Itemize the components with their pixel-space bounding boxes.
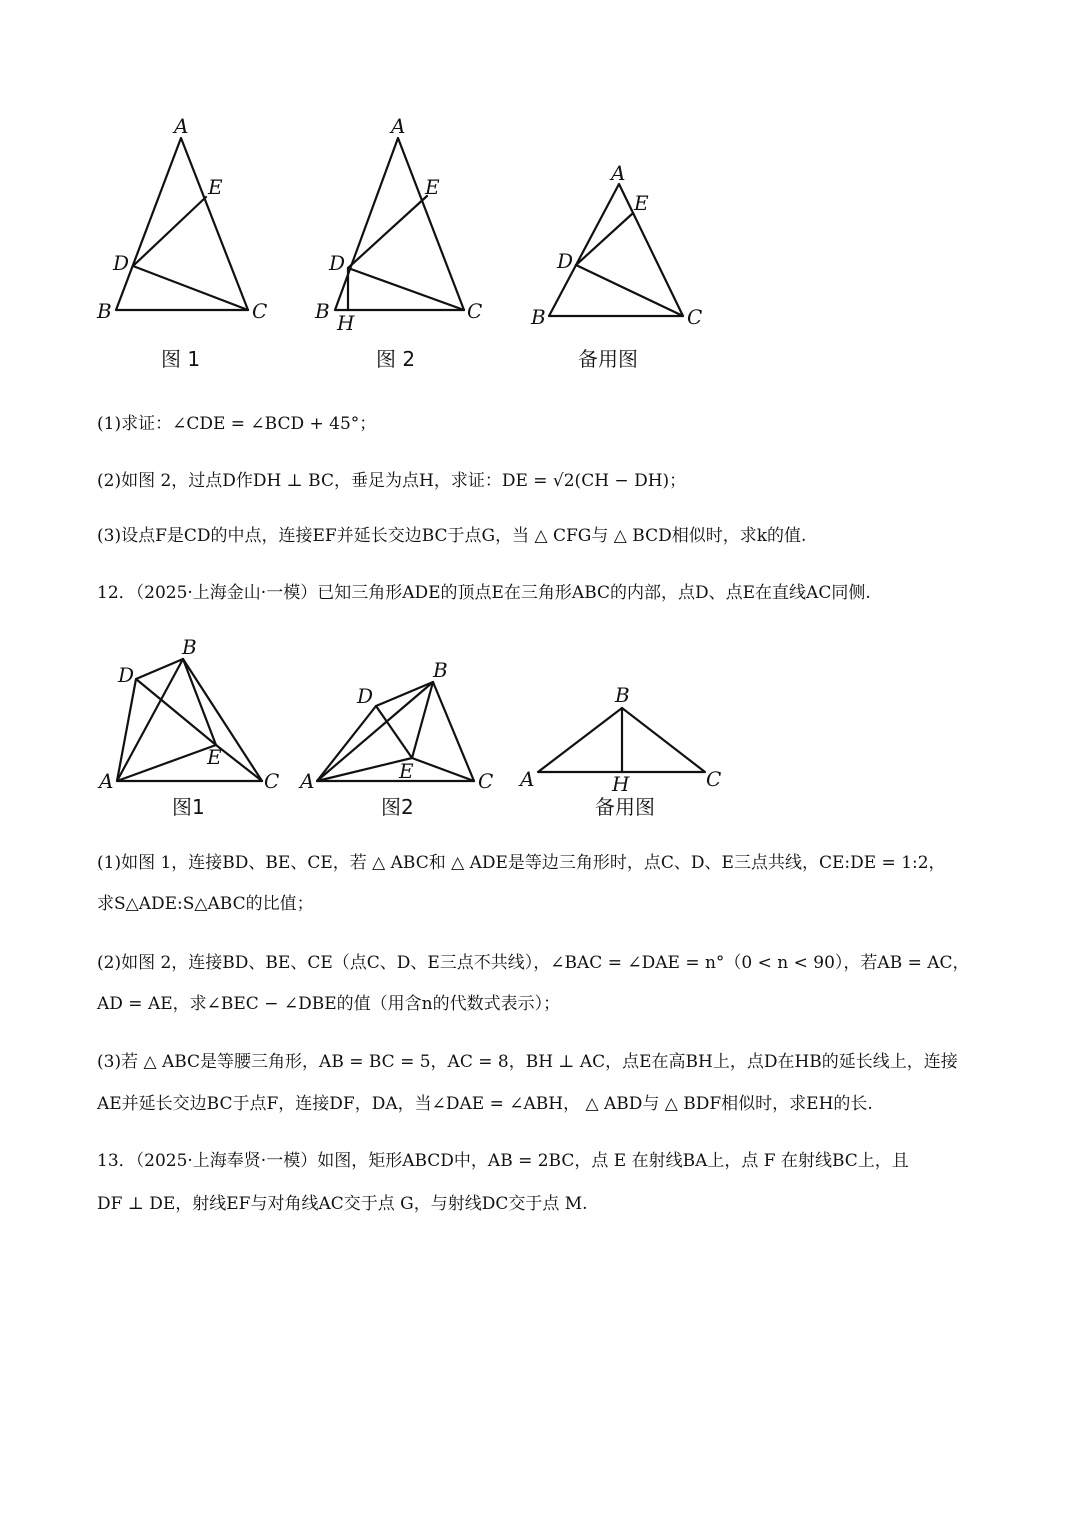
figure-caption: 备用图 bbox=[595, 795, 655, 819]
label-e: E bbox=[208, 175, 223, 199]
label-b: B bbox=[97, 299, 112, 323]
label-d: D bbox=[329, 251, 346, 275]
figure-caption: 图 1 bbox=[161, 347, 201, 371]
q11-part3: (3)设点F是CD的中点，连接EF并延长交边BC于点G，当 △ CFG与 △ BCD相似时，求k的值. bbox=[97, 526, 807, 546]
q12-part2-line2: AD = AE，求∠BEC − ∠DBE的值（用含n的代数式表示）； bbox=[97, 994, 561, 1014]
label-a: A bbox=[99, 769, 114, 793]
q12-intro: 12．（2025·上海金山·一模）已知三角形ADE的顶点E在三角形ABC的内部，点D、点E在直线AC同侧. bbox=[97, 583, 871, 603]
label-e: E bbox=[634, 191, 649, 215]
label-c: C bbox=[706, 767, 722, 791]
label-c: C bbox=[467, 299, 483, 323]
figure-caption: 图 2 bbox=[376, 347, 416, 371]
label-e: E bbox=[425, 175, 440, 199]
label-c: C bbox=[687, 305, 703, 329]
figure-caption: 图2 bbox=[381, 795, 414, 819]
q13-line2: DF ⊥ DE，射线EF与对角线AC交于点 G，与射线DC交于点 M. bbox=[97, 1194, 588, 1214]
label-e: E bbox=[399, 759, 414, 783]
label-a: A bbox=[391, 114, 406, 138]
label-a: A bbox=[611, 161, 626, 185]
label-d: D bbox=[357, 684, 374, 708]
label-b: B bbox=[315, 299, 330, 323]
label-h: H bbox=[337, 311, 355, 335]
label-b: B bbox=[182, 635, 197, 659]
figure-caption: 图1 bbox=[172, 795, 205, 819]
label-e: E bbox=[207, 745, 222, 769]
label-d: D bbox=[118, 663, 135, 687]
label-c: C bbox=[264, 769, 280, 793]
figure-caption: 备用图 bbox=[578, 347, 638, 371]
label-c: C bbox=[478, 769, 494, 793]
q12-part3-line2: AE并延长交边BC于点F，连接DF，DA，当∠DAE = ∠ABH， △ ABD与 △ BDF相似时，求EH的长. bbox=[97, 1094, 873, 1114]
q11-part2: (2)如图 2，过点D作DH ⊥ BC，垂足为点H，求证：DE = √2(CH − DH)； bbox=[97, 471, 687, 491]
q13-line1: 13．（2025·上海奉贤·一模）如图，矩形ABCD中，AB = 2BC，点 E 在射线BA上，点 F 在射线BC上，且 bbox=[97, 1151, 909, 1171]
q11-part1: (1)求证：∠CDE = ∠BCD + 45°； bbox=[97, 414, 377, 434]
label-b: B bbox=[531, 305, 546, 329]
label-a: A bbox=[174, 114, 189, 138]
q12-part1-line2: 求S△ADE:S△ABC的比值； bbox=[97, 894, 314, 914]
label-d: D bbox=[113, 251, 130, 275]
label-a: A bbox=[300, 769, 315, 793]
q12-part1-line1: (1)如图 1，连接BD、BE、CE，若 △ ABC和 △ ADE是等边三角形时，点C、D、E三点共线，CE:DE = 1:2， bbox=[97, 853, 946, 873]
q12-part2-line1: (2)如图 2，连接BD、BE、CE（点C、D、E三点不共线），∠BAC = ∠DAE = n°（0 < n < 90），若AB = AC， bbox=[97, 953, 970, 973]
label-h: H bbox=[612, 772, 630, 796]
label-b: B bbox=[433, 658, 448, 682]
q12-part3-line1: (3)若 △ ABC是等腰三角形，AB = BC = 5，AC = 8，BH ⊥ AC，点E在高BH上，点D在HB的延长线上，连接 bbox=[97, 1052, 958, 1072]
label-d: D bbox=[557, 249, 574, 273]
label-c: C bbox=[252, 299, 268, 323]
label-a: A bbox=[520, 767, 535, 791]
label-b: B bbox=[615, 683, 630, 707]
